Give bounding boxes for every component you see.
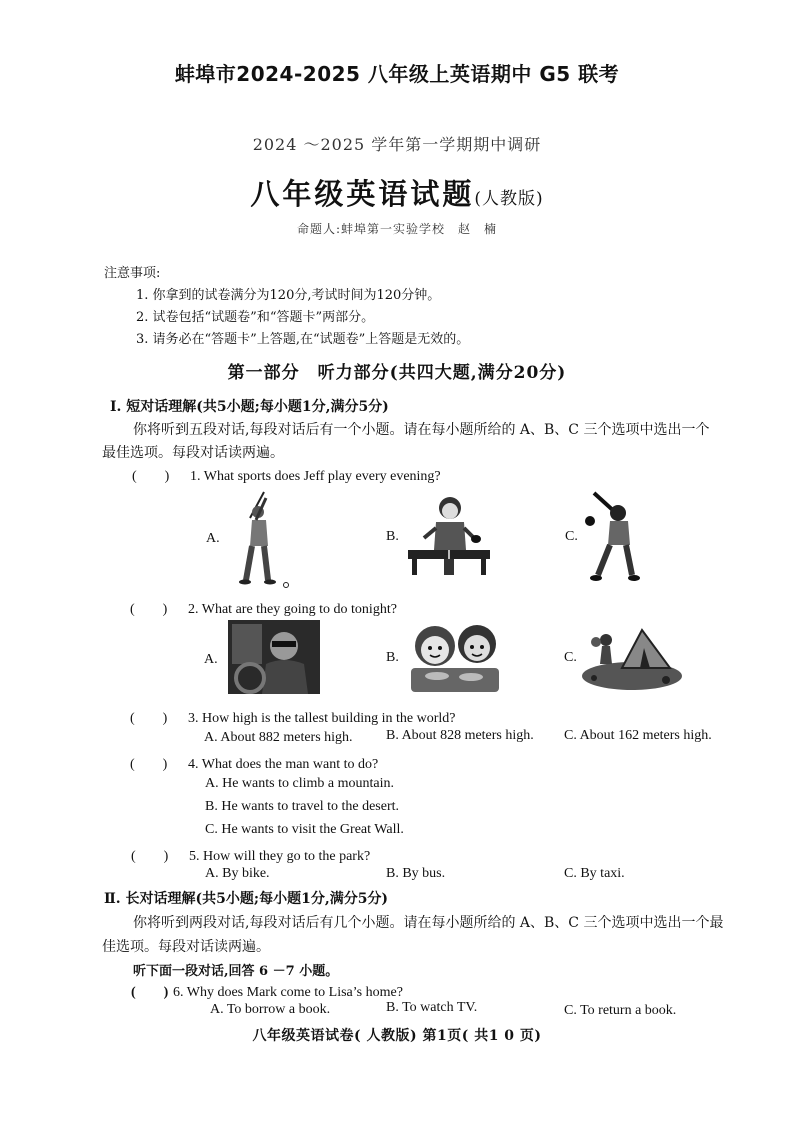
- driving-photo-image: [228, 620, 320, 694]
- q1-label-b: B.: [386, 529, 399, 544]
- question-4-text: 4. What does the man want to do?: [188, 757, 379, 772]
- section2-instruction-line2: 佳选项。每段对话读两遍。: [102, 939, 270, 955]
- q6-option-a: A. To borrow a book.: [210, 1002, 331, 1017]
- author-line: 命题人:蚌埠第一实验学校 赵 楠: [296, 222, 498, 236]
- answer-paren[interactable]: ( ): [131, 849, 169, 864]
- edition-label: (人教版): [474, 189, 544, 209]
- page-footer: 八年级英语试卷( 人教版) 第1页( 共1 0 页): [252, 1028, 542, 1044]
- question-2: [130, 598, 397, 618]
- q2-label-a: A.: [204, 652, 218, 667]
- document-top-title: 蚌埠市2024-2025 八年级上英语期中 G5 联考: [174, 62, 620, 86]
- golf-player-image: [228, 488, 292, 588]
- q5-option-c: C. By taxi.: [564, 866, 625, 881]
- q4-option-a: A. He wants to climb a mountain.: [205, 776, 394, 791]
- note-item-3: 3. 请务必在“答题卡”上答题,在“试题卷”上答题是无效的。: [136, 332, 470, 347]
- ping-pong-player-image: [406, 492, 492, 578]
- section1-heading: Ⅰ. 短对话理解(共5小题;每小题1分,满分5分): [110, 399, 389, 415]
- question-5-text: 5. How will they go to the park?: [189, 849, 371, 864]
- question-4: [130, 753, 378, 773]
- q4-option-b: B. He wants to travel to the desert.: [205, 799, 400, 814]
- q3-option-b: B. About 828 meters high.: [386, 728, 534, 743]
- question-3-text: 3. How high is the tallest building in the world?: [188, 711, 456, 726]
- q1-label-a: A.: [206, 531, 220, 546]
- question-6-text: 6. Why does Mark come to Lisa’s home?: [173, 985, 403, 1000]
- note-item-1: 1. 你拿到的试卷满分为120分,考试时间为120分钟。: [136, 288, 441, 303]
- answer-paren[interactable]: ( ): [130, 711, 168, 726]
- question-1-text: 1. What sports does Jeff play every evening?: [190, 469, 441, 484]
- baseball-player-image: [584, 489, 646, 585]
- section1-instruction-line1: 你将听到五段对话,每段对话后有一个小题。请在每小题所给的 A、B、C 三个选项中选出一个: [133, 422, 710, 438]
- notes-heading: 注意事项:: [104, 266, 161, 281]
- q3-option-a: A. About 882 meters high.: [204, 730, 353, 745]
- q3-option-c: C. About 162 meters high.: [564, 728, 712, 743]
- answer-paren[interactable]: ( ): [132, 469, 170, 484]
- q2-label-c: C.: [564, 650, 577, 665]
- q6-option-c: C. To return a book.: [564, 1003, 677, 1018]
- q5-option-b: B. By bus.: [386, 866, 446, 881]
- section2-sub-note: 听下面一段对话,回答 6 －7 小题。: [133, 964, 339, 979]
- section2-heading: Ⅱ. 长对话理解(共5小题;每小题1分,满分5分): [104, 891, 389, 907]
- q4-option-c: C. He wants to visit the Great Wall.: [205, 822, 404, 837]
- section2-instruction-line1: 你将听到两段对话,每段对话后有几个小题。请在每小题所给的 A、B、C 三个选项中选出一个最: [133, 915, 724, 931]
- exam-term-subtitle: 2024 ～2025 学年第一学期期中调研: [252, 135, 542, 154]
- part1-title: 第一部分 听力部分(共四大题,满分20分): [227, 363, 567, 383]
- exam-main-title: [0, 172, 794, 213]
- q2-label-b: B.: [386, 650, 399, 665]
- eating-dinner-image: [405, 620, 505, 694]
- answer-paren[interactable]: ( ): [130, 602, 168, 617]
- main-title-text: 八年级英语试题: [250, 177, 475, 211]
- question-3: [130, 707, 456, 727]
- question-6: [131, 981, 403, 1001]
- section1-instruction-line2: 最佳选项。每段对话读两遍。: [102, 445, 284, 461]
- question-5: [131, 845, 370, 865]
- q1-label-c: C.: [565, 529, 578, 544]
- note-item-2: 2. 试卷包括“试题卷”和“答题卡”两部分。: [136, 310, 375, 325]
- question-2-text: 2. What are they going to do tonight?: [188, 602, 397, 617]
- q6-option-b: B. To watch TV.: [386, 1000, 478, 1015]
- question-1: [132, 465, 441, 485]
- q5-option-a: A. By bike.: [205, 866, 270, 881]
- answer-paren[interactable]: ( ): [131, 985, 169, 1000]
- camping-image: [582, 618, 682, 692]
- answer-paren[interactable]: ( ): [130, 757, 168, 772]
